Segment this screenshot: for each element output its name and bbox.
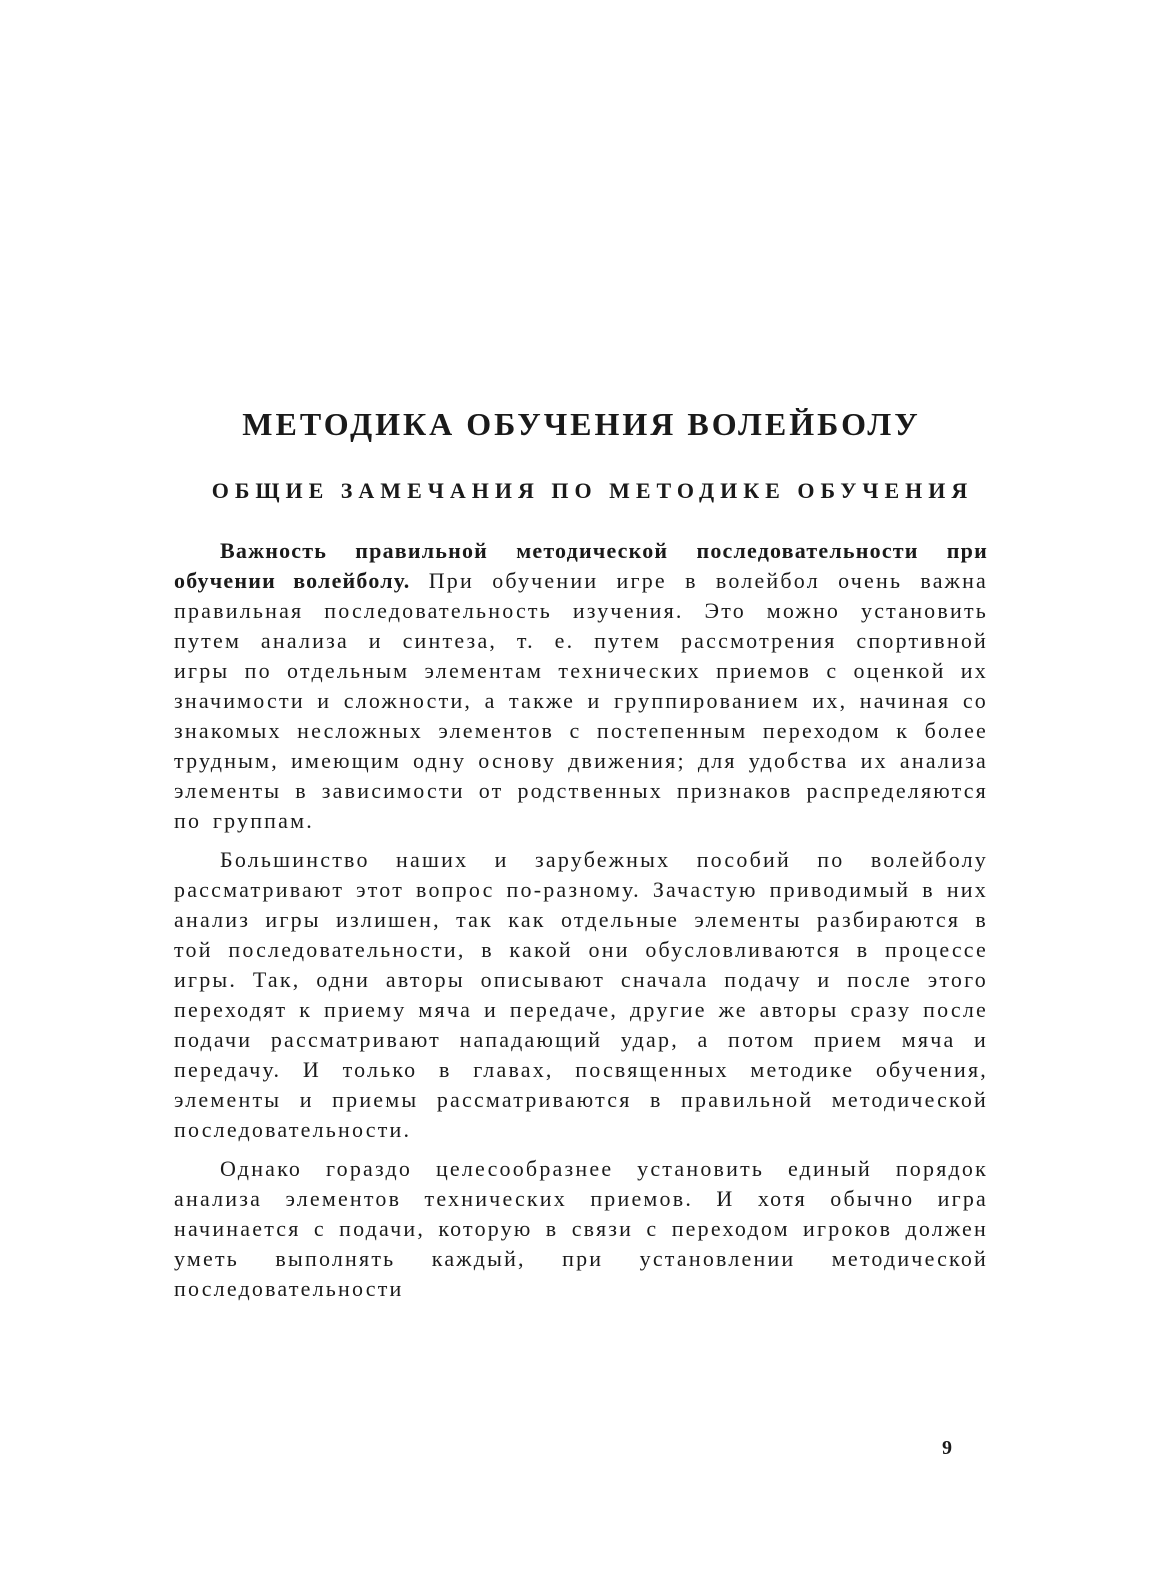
paragraph-lead: Важность правильной методической последовательности при обучении волейболу.: [174, 538, 988, 593]
paragraph-text: Большинство наших и зарубежных пособий по волейболу рассматривают этот вопрос по-разному. Зачастую приводимый в них анализ игры излишен, так как отдельные элементы разбираются в той последовательности, в какой они обусловливаются в процессе игры. Так, одни авторы описывают сначала подачу и после этого переходят к приему мяча и передаче, другие же авторы сразу после подачи рассматривают нападающий удар, а потом прием мяча и передачу. И только в главах, посвященных методике обучения, элементы и приемы рассматриваются в правильной методической последовательности.: [174, 847, 988, 1142]
chapter-title: МЕТОДИКА ОБУЧЕНИЯ ВОЛЕЙБОЛУ: [242, 406, 921, 442]
paragraph-1: [174, 536, 988, 836]
paragraph-3: [174, 1154, 988, 1304]
section-title: ОБЩИЕ ЗАМЕЧАНИЯ ПО МЕТОДИКЕ ОБУЧЕНИЯ: [211, 478, 974, 503]
paragraph-2: [174, 845, 988, 1145]
paragraph-text: При обучении игре в волейбол очень важна правильная последовательность изучения. Это можно установить путем анализа и синтеза, т. е. путем рассмотрения спортивной игры по отдельным элементам технических приемов с оценкой их значимости и сложности, а также и группированием их, начиная со знакомых несложных элементов с постепенным переходом к более трудным, имеющим одну основу движения; для удобства их анализа элементы в зависимости от родственных признаков распределяются по группам.: [174, 568, 989, 833]
body-text: [174, 536, 988, 1313]
paragraph-text: Однако гораздо целесообразнее установить единый порядок анализа элементов технических приемов. И хотя обычно игра начинается с подачи, которую в связи с переходом игроков должен уметь выполнять каждый, при установлении методической последовательности: [174, 1156, 988, 1301]
page-number: 9: [942, 1437, 952, 1459]
